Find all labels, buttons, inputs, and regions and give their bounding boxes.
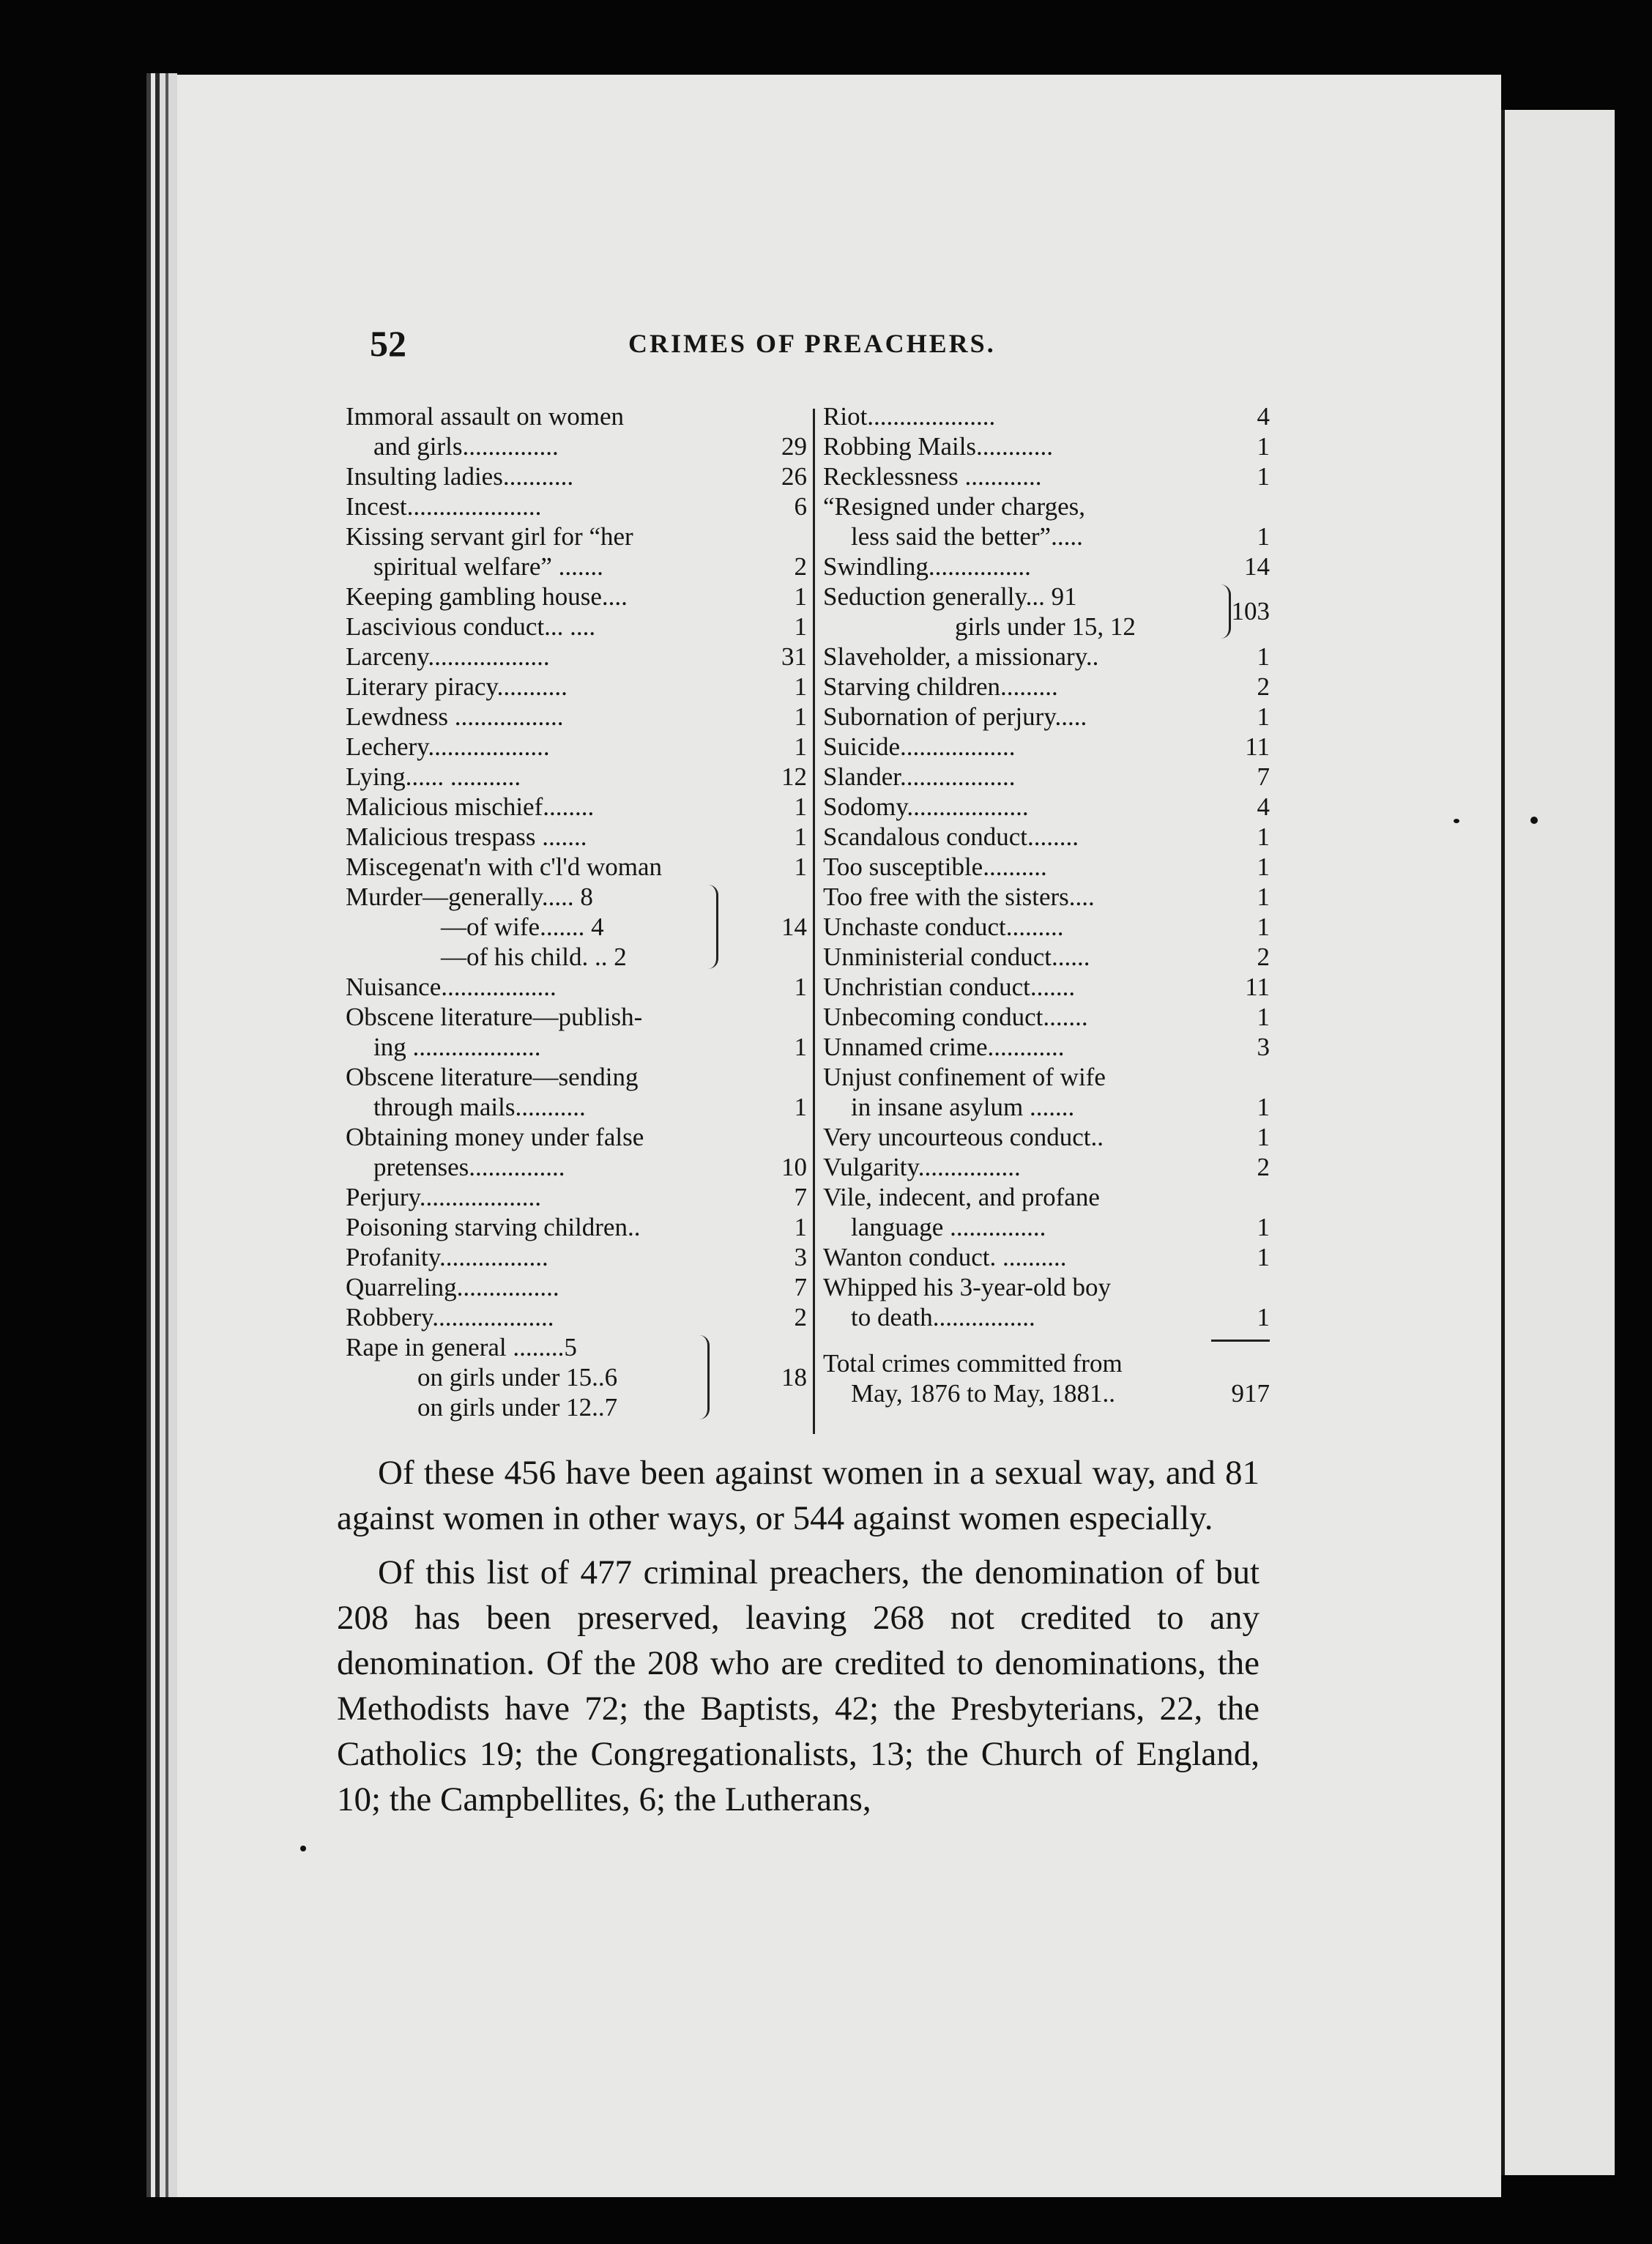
list-item: Suicide.................. 11 [823,732,1270,761]
list-item: Literary piracy........... 1 [346,672,807,701]
list-item: Insulting ladies........... 26 [346,462,807,491]
list-item: Riot.................... 4 [823,402,1270,431]
list-item: Larceny................... 31 [346,642,807,671]
column-rule [813,409,815,1434]
list-item: Malicious mischief........ 1 [346,792,807,821]
list-item: Very uncourteous conduct.. 1 [823,1123,1270,1151]
scan-speck [1530,817,1538,824]
paragraph: Of this list of 477 criminal preachers, the denomination of but 208 has been preserved, leaving 268 not credited to any denomination. Of the 208 who are credited to denominations, the Methodists have 72; the Baptists, 42; the Presbyterians, 22, the Catholics 19; the Congregationalists, 13; the Church of England, 10; the Campbellites, 6; the Lutherans, [337,1553,1260,1818]
list-item: Poisoning starving children.. 1 [346,1213,807,1241]
right-column [823,401,1270,1408]
list-item: Vile, indecent, and profane language ............... 1 [823,1183,1270,1241]
list-item: Swindling................ 14 [823,552,1270,581]
list-item: Obscene literature—publish- ing .................... 1 [346,1003,807,1061]
list-item: Kissing servant girl for “her spiritual welfare” ....... 2 [346,522,807,581]
list-item: Keeping gambling house.... 1 [346,582,807,611]
list-item: Perjury................... 7 [346,1183,807,1211]
book-spine [146,73,177,2197]
list-item: Sodomy................... 4 [823,792,1270,821]
total-rule [1211,1340,1270,1342]
list-item: Whipped his 3-year-old boy to death................ 1 [823,1273,1270,1331]
list-item: Unjust confinement of wife in insane asylum ....... 1 [823,1063,1270,1121]
brace [706,885,718,969]
list-item: Unchristian conduct....... 11 [823,973,1270,1001]
list-item: Too susceptible.......... 1 [823,852,1270,881]
group-total: 18 [781,1363,807,1392]
group-total: 14 [781,913,807,941]
murder-group: Murder—generally..... 8 —of wife....... 4 —of his child. .. 2 14 [346,883,807,971]
list-item: Unbecoming conduct....... 1 [823,1003,1270,1031]
list-item: Lascivious conduct... .... 1 [346,612,807,641]
brace [697,1335,710,1419]
running-head: CRIMES OF PREACHERS. [628,329,996,358]
list-item: Lechery................... 1 [346,732,807,761]
list-item: Slaveholder, a missionary.. 1 [823,642,1270,671]
list-item: Malicious trespass ....... 1 [346,822,807,851]
list-item: Recklessness ............ 1 [823,462,1270,491]
list-item: Subornation of perjury..... 1 [823,702,1270,731]
list-item: Obscene literature—sending through mails........... 1 [346,1063,807,1121]
group-total: 103 [1231,597,1270,625]
list-item: Profanity................. 3 [346,1243,807,1271]
list-item: Unministerial conduct...... 2 [823,943,1270,971]
left-column [346,401,807,1422]
list-item: Too free with the sisters.... 1 [823,883,1270,911]
list-item: Slander.................. 7 [823,762,1270,791]
list-item: Starving children......... 2 [823,672,1270,701]
rape-group: Rape in general ........5 on girls under 15..6 on girls under 12..7 18 [346,1333,807,1422]
scan-speck [300,1846,306,1851]
list-item: Vulgarity................ 2 [823,1153,1270,1181]
list-item: Quarreling................ 7 [346,1273,807,1301]
page-number: 52 [370,323,406,364]
body-text [337,1450,1260,1831]
brace [1218,584,1231,639]
total-entry: Total crimes committed from May, 1876 to May, 1881.. 917 [823,1349,1270,1408]
list-item: Unchaste conduct......... 1 [823,913,1270,941]
list-item: Nuisance.................. 1 [346,973,807,1001]
facing-page-edge [1501,110,1615,2175]
list-item: Robbing Mails............ 1 [823,432,1270,461]
list-item: Unnamed crime............ 3 [823,1033,1270,1061]
list-item: Miscegenat'n with c'l'd woman 1 [346,852,807,881]
list-item: Obtaining money under false pretenses............... 10 [346,1123,807,1181]
paragraph: Of these 456 have been against women in a sexual way, and 81 against women in other ways, or 544 against women especially. [337,1454,1260,1537]
scan-speck [1454,819,1459,823]
list-item: Immoral assault on women and girls............... 29 [346,402,807,461]
list-item: Wanton conduct. .......... 1 [823,1243,1270,1271]
list-item: “Resigned under charges, less said the better”..... 1 [823,492,1270,551]
total-rule-row [823,1332,1270,1348]
list-item: Incest..................... 6 [346,492,807,521]
list-item: Scandalous conduct........ 1 [823,822,1270,851]
seduction-group: Seduction generally... 91 girls under 15, 12 103 [823,582,1270,641]
list-item: Lewdness ................. 1 [346,702,807,731]
list-item: Lying...... ........... 12 [346,762,807,791]
list-item: Robbery................... 2 [346,1303,807,1331]
